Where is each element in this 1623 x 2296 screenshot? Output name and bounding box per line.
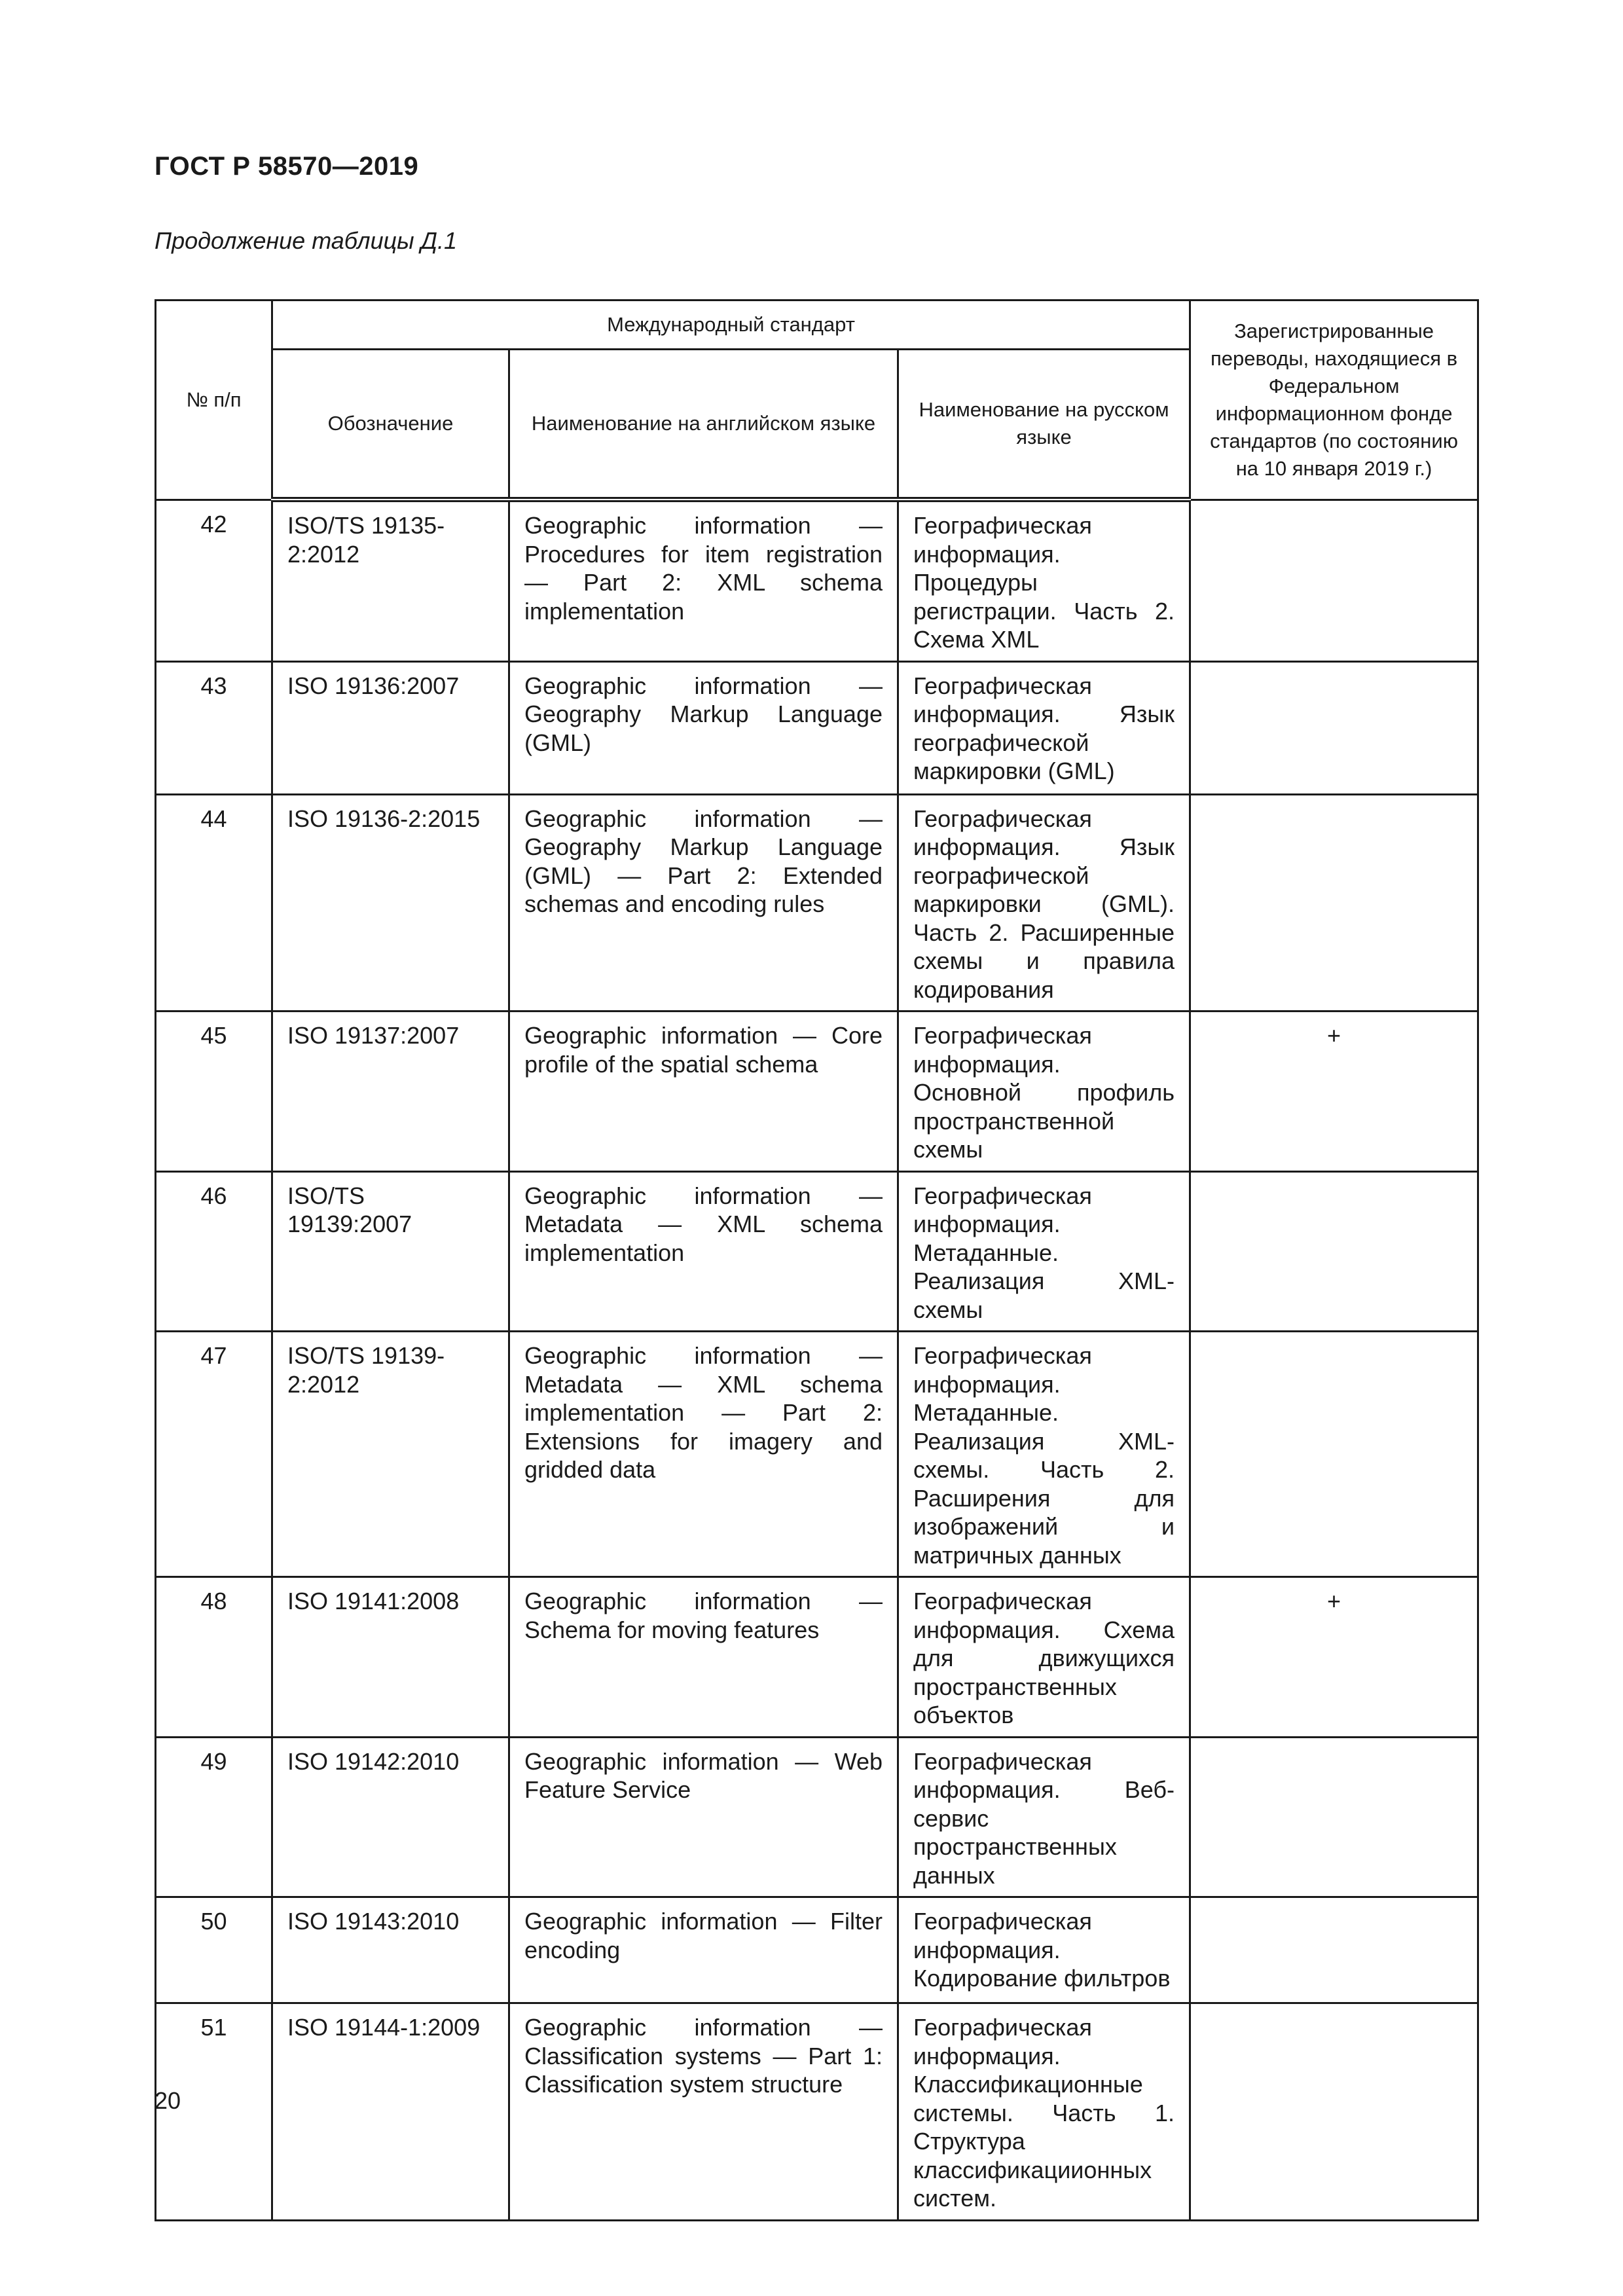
cell-name-en: Geographic information — Schema for moving features: [509, 1577, 898, 1738]
cell-name-ru: Географическая информация. Процедуры регистрации. Часть 2. Схема XML: [898, 500, 1190, 661]
table-row: [156, 1737, 1478, 1897]
cell-name-ru: Географическая информация. Язык географической маркировки (GML). Часть 2. Расширенные схемы и правила кодирования: [898, 794, 1190, 1011]
cell-registered: [1190, 1332, 1478, 1577]
cell-registered: [1190, 1897, 1478, 2003]
cell-num: 50: [156, 1897, 272, 2003]
cell-designation: ISO/TS 19139:2007: [272, 1171, 509, 1332]
header-registered: Зарегистрированные переводы, находящиеся в Федеральном информационном фонде стандартов (по состоянию на 10 января 2019 г.): [1190, 301, 1478, 500]
cell-num: 47: [156, 1332, 272, 1577]
cell-name-ru: Географическая информация. Язык географической маркировки (GML): [898, 661, 1190, 794]
cell-designation: ISO 19142:2010: [272, 1737, 509, 1897]
table-row: [156, 500, 1478, 661]
cell-designation: ISO 19137:2007: [272, 1011, 509, 1172]
cell-registered: [1190, 661, 1478, 794]
cell-name-en: Geographic information — Metadata — XML schema implementation: [509, 1171, 898, 1332]
cell-registered: +: [1190, 1011, 1478, 1172]
cell-num: 49: [156, 1737, 272, 1897]
cell-num: 44: [156, 794, 272, 1011]
cell-name-en: Geographic information — Classification systems — Part 1: Classification system structure: [509, 2003, 898, 2221]
cell-name-en: Geographic information — Web Feature Service: [509, 1737, 898, 1897]
cell-name-en: Geographic information — Procedures for item registration — Part 2: XML schema implementation: [509, 500, 898, 661]
cell-name-en: Geographic information — Core profile of the spatial schema: [509, 1011, 898, 1172]
cell-name-ru: Географическая информация. Метаданные. Реализация XML-схемы: [898, 1171, 1190, 1332]
cell-name-ru: Географическая информация. Метаданные. Реализация XML-схемы. Часть 2. Расширения для изображений и матричных данных: [898, 1332, 1190, 1577]
cell-num: 42: [156, 500, 272, 661]
table-row: [156, 2003, 1478, 2221]
header-num: № п/п: [156, 301, 272, 500]
cell-name-ru: Географическая информация. Основной профиль пространственной схемы: [898, 1011, 1190, 1172]
header-name-ru: Наименование на русском языке: [898, 350, 1190, 500]
header-name-en: Наименование на английском языке: [509, 350, 898, 500]
cell-registered: +: [1190, 1577, 1478, 1738]
page-number: 20: [155, 2087, 181, 2114]
cell-name-ru: Географическая информация. Кодирование фильтров: [898, 1897, 1190, 2003]
cell-num: 45: [156, 1011, 272, 1172]
cell-designation: ISO 19136-2:2015: [272, 794, 509, 1011]
cell-name-ru: Географическая информация. Классификационные системы. Часть 1. Структура классификациионных систем.: [898, 2003, 1190, 2221]
document-header: ГОСТ Р 58570—2019: [155, 152, 419, 181]
cell-registered: [1190, 794, 1478, 1011]
cell-name-en: Geographic information — Metadata — XML schema implementation — Part 2: Extensions for imagery and gridded data: [509, 1332, 898, 1577]
table-row: [156, 1011, 1478, 1172]
header-intl-standard: Международный стандарт: [272, 301, 1190, 350]
cell-registered: [1190, 500, 1478, 661]
table-row: [156, 661, 1478, 794]
cell-designation: ISO 19143:2010: [272, 1897, 509, 2003]
cell-registered: [1190, 2003, 1478, 2221]
table-caption: Продолжение таблицы Д.1: [155, 227, 458, 254]
cell-name-en: Geographic information — Geography Markup Language (GML): [509, 661, 898, 794]
table-row: [156, 1897, 1478, 2003]
cell-designation: ISO 19144-1:2009: [272, 2003, 509, 2221]
cell-name-ru: Географическая информация. Схема для движущихся пространственных объектов: [898, 1577, 1190, 1738]
cell-num: 51: [156, 2003, 272, 2221]
table-header: [156, 301, 1478, 500]
cell-designation: ISO/TS 19139-2:2012: [272, 1332, 509, 1577]
table-row: [156, 1171, 1478, 1332]
standards-table: [155, 299, 1479, 2221]
cell-registered: [1190, 1737, 1478, 1897]
cell-registered: [1190, 1171, 1478, 1332]
cell-name-ru: Географическая информация. Веб-сервис пространственных данных: [898, 1737, 1190, 1897]
cell-num: 43: [156, 661, 272, 794]
table-row: [156, 1577, 1478, 1738]
cell-designation: ISO 19136:2007: [272, 661, 509, 794]
cell-name-en: Geographic information — Geography Markup Language (GML) — Part 2: Extended schemas and encoding rules: [509, 794, 898, 1011]
cell-designation: ISO 19141:2008: [272, 1577, 509, 1738]
cell-designation: ISO/TS 19135-2:2012: [272, 500, 509, 661]
table-row: [156, 794, 1478, 1011]
cell-num: 46: [156, 1171, 272, 1332]
cell-name-en: Geographic information — Filter encoding: [509, 1897, 898, 2003]
header-designation: Обозначение: [272, 350, 509, 500]
table-row: [156, 1332, 1478, 1577]
cell-num: 48: [156, 1577, 272, 1738]
